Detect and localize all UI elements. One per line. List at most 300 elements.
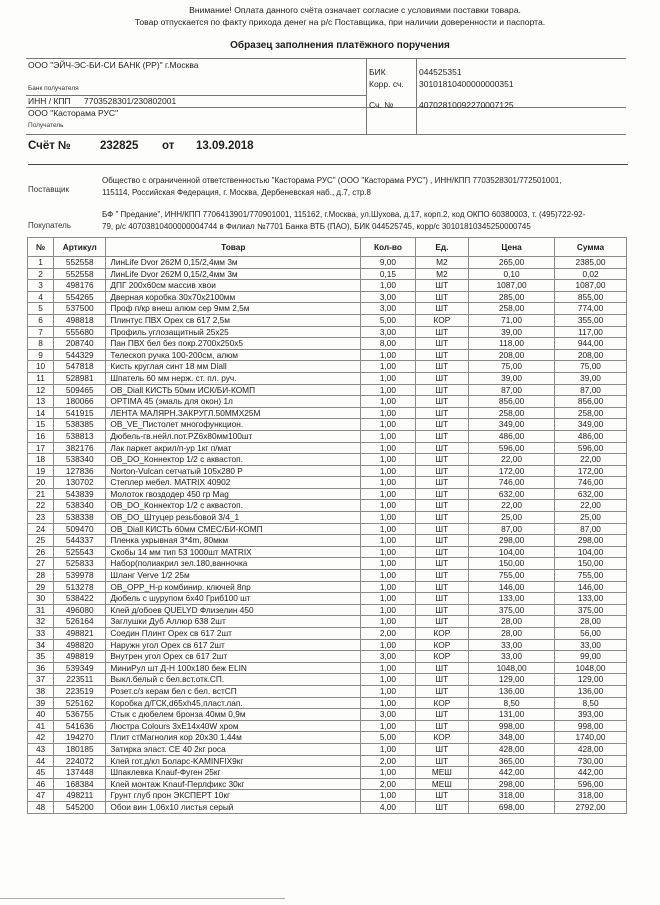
sum-cell: 8,50 [555, 697, 627, 709]
unit-cell: ШТ [415, 674, 468, 686]
unit-cell: КОР [415, 639, 468, 651]
quantity-cell: 1,00 [361, 512, 415, 524]
heading-divider [28, 164, 628, 165]
bank-name: ООО "ЭЙЧ-ЭС-БИ-СИ БАНК (РР)" г.Москва [28, 60, 199, 70]
quantity-cell: 1,00 [361, 361, 415, 373]
price-cell: 348,00 [469, 732, 555, 744]
quantity-cell: 3,00 [361, 651, 415, 663]
quantity-cell: 1,00 [361, 500, 415, 512]
unit-cell: ШТ [415, 535, 468, 547]
sum-cell: 944,00 [555, 338, 627, 350]
unit-cell: КОР [415, 314, 468, 326]
unit-cell: КОР [415, 697, 468, 709]
row-number: 20 [28, 477, 54, 489]
row-number: 33 [28, 628, 54, 640]
product-cell: Грунт глуб прон ЭКСПЕРТ 10кг [106, 790, 361, 802]
table-row [28, 361, 627, 373]
sum-cell: 442,00 [555, 767, 627, 779]
price-cell: 856,00 [469, 396, 555, 408]
sum-cell: 596,00 [555, 442, 627, 454]
price-cell: 755,00 [469, 570, 555, 582]
unit-cell: ШТ [415, 512, 468, 524]
article-cell: 223511 [54, 674, 106, 686]
quantity-cell: 1,00 [361, 616, 415, 628]
page-bottom-edge [0, 898, 285, 899]
sum-cell: 596,00 [555, 778, 627, 790]
unit-cell: ШТ [415, 442, 468, 454]
quantity-cell: 1,00 [361, 790, 415, 802]
product-cell: Степлер мебел. MATRIX 40902 [106, 477, 361, 489]
product-cell: ЛЕНТА МАЛЯРН.ЗАКРУГЛ.50ММХ25М [106, 407, 361, 419]
unit-cell: ШТ [415, 477, 468, 489]
price-cell: 746,00 [469, 477, 555, 489]
col-header-product: Товар [106, 238, 361, 257]
sum-cell: 1087,00 [555, 280, 627, 292]
product-cell: Заглушки Дуб Аллюр 638 2шт [106, 616, 361, 628]
unit-cell: М2 [415, 257, 468, 269]
unit-cell: ШТ [415, 488, 468, 500]
quantity-cell: 1,00 [361, 372, 415, 384]
inn-kpp-value: 7703528301/230802001 [84, 96, 177, 106]
article-cell: 127836 [54, 465, 106, 477]
price-cell: 442,00 [469, 767, 555, 779]
product-cell: Скобы 14 мм тип 53 1000шт MATRIX [106, 546, 361, 558]
row-number: 3 [28, 280, 54, 292]
article-cell: 498821 [54, 628, 106, 640]
price-cell: 150,00 [469, 558, 555, 570]
article-cell: 547818 [54, 361, 106, 373]
table-row [28, 384, 627, 396]
unit-cell: ШТ [415, 349, 468, 361]
unit-cell: ШТ [415, 291, 468, 303]
quantity-cell: 5,00 [361, 732, 415, 744]
article-cell: 544337 [54, 535, 106, 547]
col-header-price: Цена [469, 238, 555, 257]
table-row [28, 314, 627, 326]
sum-cell: 2792,00 [555, 801, 627, 813]
row-number: 17 [28, 442, 54, 454]
row-number: 4 [28, 291, 54, 303]
quantity-cell: 1,00 [361, 674, 415, 686]
sum-cell: 774,00 [555, 303, 627, 315]
quantity-cell: 1,00 [361, 558, 415, 570]
row-number: 29 [28, 581, 54, 593]
table-row [28, 639, 627, 651]
row-number: 30 [28, 593, 54, 605]
sum-cell: 375,00 [555, 604, 627, 616]
sum-cell: 746,00 [555, 477, 627, 489]
sum-cell: 39,00 [555, 372, 627, 384]
article-cell: 498818 [54, 314, 106, 326]
price-cell: 1087,00 [469, 280, 555, 292]
article-cell: 525162 [54, 697, 106, 709]
article-cell: 541915 [54, 407, 106, 419]
unit-cell: ШТ [415, 685, 468, 697]
row-number: 15 [28, 419, 54, 431]
table-row [28, 685, 627, 697]
product-cell: Шпатель 60 мм нерж. ст. пл. руч. [106, 372, 361, 384]
row-number: 8 [28, 338, 54, 350]
article-cell: 498820 [54, 639, 106, 651]
table-row [28, 349, 627, 361]
bik-value: 044525351 [419, 67, 462, 77]
table-header-row [28, 238, 627, 257]
quantity-cell: 1,00 [361, 604, 415, 616]
row-number: 22 [28, 500, 54, 512]
article-cell: 538813 [54, 430, 106, 442]
product-cell: ДПГ 200х60см массив хвои [106, 280, 361, 292]
quantity-cell: 2,00 [361, 755, 415, 767]
product-cell: Соедин Плинт Орех св 617 2шт [106, 628, 361, 640]
row-number: 6 [28, 314, 54, 326]
article-cell: 130702 [54, 477, 106, 489]
quantity-cell: 2,00 [361, 628, 415, 640]
table-row [28, 604, 627, 616]
row-number: 23 [28, 512, 54, 524]
items-table-body [28, 257, 627, 814]
table-row [28, 477, 627, 489]
row-number: 7 [28, 326, 54, 338]
quantity-cell: 3,00 [361, 291, 415, 303]
table-row [28, 709, 627, 721]
article-cell: 168384 [54, 778, 106, 790]
product-cell: Шпаклевка Knauf-Фуген 25кг [106, 767, 361, 779]
unit-cell: ШТ [415, 790, 468, 802]
product-cell: Пленка укрывная 3*4m, 80мкм [106, 535, 361, 547]
table-row [28, 280, 627, 292]
sum-cell: 998,00 [555, 720, 627, 732]
unit-cell: ШТ [415, 372, 468, 384]
price-cell: 1048,00 [469, 662, 555, 674]
product-cell: Розет.с/з керам бел с бел. встСП [106, 685, 361, 697]
price-cell: 87,00 [469, 523, 555, 535]
table-row [28, 570, 627, 582]
product-cell: Плит стМагнолия кор 20х30 1,44м [106, 732, 361, 744]
col-header-sum: Сумма [555, 238, 627, 257]
price-cell: 265,00 [469, 257, 555, 269]
corr-account-label: Корр. сч. [369, 79, 404, 89]
product-cell: Наружн угол Орех св 617 2шт [106, 639, 361, 651]
quantity-cell: 1,00 [361, 454, 415, 466]
unit-cell: ШТ [415, 616, 468, 628]
unit-cell: ШТ [415, 570, 468, 582]
table-row [28, 268, 627, 280]
buyer-line-2: 79, р/с 40703810400000004744 в Филиал №7701 Банка ВТБ (ПАО), БИК 044525745, корр/с 30101810345250000745 [102, 222, 531, 231]
unit-cell: ШТ [415, 430, 468, 442]
sum-cell: 117,00 [555, 326, 627, 338]
article-cell: 543839 [54, 488, 106, 500]
product-cell: Norton-Vulcan сетчатый 105х280 Р [106, 465, 361, 477]
product-cell: OB_DO_Коннектор 1/2 с аквастоп. [106, 500, 361, 512]
product-cell: Дюбель-гв.нейл.пот.PZ6х80мм100шт [106, 430, 361, 442]
quantity-cell: 1,00 [361, 581, 415, 593]
price-cell: 71,00 [469, 314, 555, 326]
article-cell: 498819 [54, 651, 106, 663]
article-cell: 525543 [54, 546, 106, 558]
price-cell: 486,00 [469, 430, 555, 442]
unit-cell: ШТ [415, 755, 468, 767]
row-number: 37 [28, 674, 54, 686]
article-cell: 552558 [54, 257, 106, 269]
row-number: 47 [28, 790, 54, 802]
quantity-cell: 1,00 [361, 384, 415, 396]
quantity-cell: 1,00 [361, 419, 415, 431]
price-cell: 22,00 [469, 454, 555, 466]
supplier-line-2: 115114, Российская Федерация, г. Москва, Дербеневская наб., д.7, стр.8 [102, 188, 371, 197]
row-number: 41 [28, 720, 54, 732]
quantity-cell: 1,00 [361, 430, 415, 442]
sum-cell: 22,00 [555, 500, 627, 512]
product-cell: Клей монтаж Knauf-Перлфикс 30кг [106, 778, 361, 790]
table-row [28, 720, 627, 732]
article-cell: 538385 [54, 419, 106, 431]
price-cell: 318,00 [469, 790, 555, 802]
price-cell: 104,00 [469, 546, 555, 558]
unit-cell: ШТ [415, 338, 468, 350]
quantity-cell: 1,00 [361, 546, 415, 558]
sum-cell: 87,00 [555, 384, 627, 396]
product-cell: Профиль углозащитный 25х25 [106, 326, 361, 338]
sum-cell: 150,00 [555, 558, 627, 570]
product-cell: OB_DO_Коннектор 1/2 с аквастоп. [106, 454, 361, 466]
product-cell: МиниРул шт Д-Н 100х180 беж ELIN [106, 662, 361, 674]
table-row [28, 303, 627, 315]
sum-cell: 258,00 [555, 407, 627, 419]
col-header-article: Артикул [54, 238, 106, 257]
table-row [28, 755, 627, 767]
row-number: 35 [28, 651, 54, 663]
product-cell: Дверная коробка 30х70х2100мм [106, 291, 361, 303]
article-cell: 223519 [54, 685, 106, 697]
article-cell: 537500 [54, 303, 106, 315]
supplier-details [102, 175, 660, 199]
unit-cell: ШТ [415, 280, 468, 292]
unit-cell: ШТ [415, 593, 468, 605]
quantity-cell: 1,00 [361, 442, 415, 454]
product-cell: Дюбель с шурупом 6х40 Гриб100 шт [106, 593, 361, 605]
sum-cell: 75,00 [555, 361, 627, 373]
table-row [28, 257, 627, 269]
quantity-cell: 8,00 [361, 338, 415, 350]
price-cell: 28,00 [469, 628, 555, 640]
product-cell: Молоток гвоздодер 450 гр Mag [106, 488, 361, 500]
article-cell: 208740 [54, 338, 106, 350]
price-cell: 25,00 [469, 512, 555, 524]
table-row [28, 743, 627, 755]
article-cell: 538340 [54, 454, 106, 466]
table-row [28, 500, 627, 512]
quantity-cell: 5,00 [361, 314, 415, 326]
table-row [28, 465, 627, 477]
table-row [28, 662, 627, 674]
quantity-cell: 1,00 [361, 280, 415, 292]
table-row [28, 790, 627, 802]
product-cell: OB_DO_Штуцер резьбовой 3/4_1 [106, 512, 361, 524]
quantity-cell: 1,00 [361, 535, 415, 547]
row-number: 28 [28, 570, 54, 582]
product-cell: Внутрен угол Орех св 617 2шт [106, 651, 361, 663]
sum-cell: 33,00 [555, 639, 627, 651]
article-cell: 539978 [54, 570, 106, 582]
quantity-cell: 1,00 [361, 743, 415, 755]
article-cell: 538338 [54, 512, 106, 524]
row-number: 27 [28, 558, 54, 570]
product-cell: Шланг Verve 1/2 25м [106, 570, 361, 582]
sum-cell: 99,00 [555, 651, 627, 663]
price-cell: 258,00 [469, 407, 555, 419]
article-cell: 509465 [54, 384, 106, 396]
sum-cell: 56,00 [555, 628, 627, 640]
product-cell: Пан ПВХ бел без покр.2700х250х5 [106, 338, 361, 350]
unit-cell: ШТ [415, 720, 468, 732]
unit-cell: ШТ [415, 523, 468, 535]
sum-cell: 1740,00 [555, 732, 627, 744]
sum-cell: 87,00 [555, 523, 627, 535]
quantity-cell: 1,00 [361, 685, 415, 697]
row-number: 45 [28, 767, 54, 779]
price-cell: 298,00 [469, 778, 555, 790]
row-number: 10 [28, 361, 54, 373]
quantity-cell: 1,00 [361, 639, 415, 651]
product-cell: ЛинLife Dvor 262M 0,15/2,4мм 3м [106, 268, 361, 280]
table-row [28, 419, 627, 431]
quantity-cell: 1,00 [361, 407, 415, 419]
bik-label: БИК [369, 67, 386, 77]
price-cell: 146,00 [469, 581, 555, 593]
table-row [28, 512, 627, 524]
table-row [28, 651, 627, 663]
table-row [28, 326, 627, 338]
article-cell: 544329 [54, 349, 106, 361]
price-cell: 349,00 [469, 419, 555, 431]
row-number: 26 [28, 546, 54, 558]
product-cell: Стык с дюбелем бронза 40мм 0,9м [106, 709, 361, 721]
table-row [28, 454, 627, 466]
quantity-cell: 1,00 [361, 477, 415, 489]
price-cell: 131,00 [469, 709, 555, 721]
sum-cell: 1048,00 [555, 662, 627, 674]
product-cell: OB_VE_Пистолет многофункцион. [106, 419, 361, 431]
unit-cell: ШТ [415, 500, 468, 512]
price-cell: 22,00 [469, 500, 555, 512]
product-cell: Кисть круглая синт 18 мм Diall [106, 361, 361, 373]
product-cell: OB_OPP_H-р комбинир. ключей 8пр [106, 581, 361, 593]
quantity-cell: 9,00 [361, 257, 415, 269]
quantity-cell: 3,00 [361, 303, 415, 315]
article-cell: 180066 [54, 396, 106, 408]
unit-cell: ШТ [415, 709, 468, 721]
row-number: 43 [28, 743, 54, 755]
article-cell: 526164 [54, 616, 106, 628]
article-cell: 498176 [54, 280, 106, 292]
price-cell: 172,00 [469, 465, 555, 477]
items-table [27, 237, 627, 814]
price-cell: 998,00 [469, 720, 555, 732]
row-number: 13 [28, 396, 54, 408]
article-cell: 224072 [54, 755, 106, 767]
price-cell: 33,00 [469, 639, 555, 651]
row-number: 46 [28, 778, 54, 790]
row-number: 14 [28, 407, 54, 419]
row-number: 16 [28, 430, 54, 442]
sum-cell: 146,00 [555, 581, 627, 593]
product-cell: Телескоп ручка 100-200см, алюм [106, 349, 361, 361]
sum-cell: 298,00 [555, 535, 627, 547]
unit-cell: КОР [415, 651, 468, 663]
table-row [28, 488, 627, 500]
quantity-cell: 4,00 [361, 801, 415, 813]
col-header-number: № [28, 238, 54, 257]
sum-cell: 22,00 [555, 454, 627, 466]
article-cell: 538422 [54, 593, 106, 605]
product-cell: OPTIMA 45 (эмаль для окон) 1л [106, 396, 361, 408]
quantity-cell: 1,00 [361, 488, 415, 500]
sum-cell: 2385,00 [555, 257, 627, 269]
price-cell: 258,00 [469, 303, 555, 315]
price-cell: 632,00 [469, 488, 555, 500]
row-number: 25 [28, 535, 54, 547]
unit-cell: ШТ [415, 558, 468, 570]
product-cell: Коробка д/ГСК,d65xh45,пласт.лап. [106, 697, 361, 709]
table-row [28, 338, 627, 350]
table-row [28, 430, 627, 442]
article-cell: 194270 [54, 732, 106, 744]
price-cell: 33,00 [469, 651, 555, 663]
product-cell: OB_Diall КИСТЬ 50мм ИСК/БИ-КОМП [106, 384, 361, 396]
unit-cell: ШТ [415, 419, 468, 431]
quantity-cell: 1,00 [361, 523, 415, 535]
article-cell: 137448 [54, 767, 106, 779]
row-number: 32 [28, 616, 54, 628]
unit-cell: МЕШ [415, 778, 468, 790]
quantity-cell: 1,00 [361, 593, 415, 605]
unit-cell: КОР [415, 732, 468, 744]
price-cell: 118,00 [469, 338, 555, 350]
product-cell: Выкл.белый с бел.вст.отк.СП. [106, 674, 361, 686]
article-cell: 498211 [54, 790, 106, 802]
table-row [28, 442, 627, 454]
sum-cell: 856,00 [555, 396, 627, 408]
table-row [28, 546, 627, 558]
product-cell: Затирка эласт. CE 40 2кг роса [106, 743, 361, 755]
sum-cell: 25,00 [555, 512, 627, 524]
invoice-label: Счёт № [28, 140, 71, 152]
product-cell: ЛинLife Dvor 262M 0,15/2,4мм 3м [106, 257, 361, 269]
quantity-cell: 3,00 [361, 326, 415, 338]
table-row [28, 396, 627, 408]
table-row [28, 801, 627, 813]
row-number: 36 [28, 662, 54, 674]
sum-cell: 129,00 [555, 674, 627, 686]
account-value: 40702810092270007125 [419, 100, 514, 110]
product-cell: OB_Diall КИСТЬ 60мм СМЕС/БИ-КОМП [106, 523, 361, 535]
quantity-cell: 1,00 [361, 767, 415, 779]
unit-cell: ШТ [415, 454, 468, 466]
price-cell: 375,00 [469, 604, 555, 616]
row-number: 5 [28, 303, 54, 315]
supplier-label: Поставщик [28, 185, 70, 194]
price-cell: 428,00 [469, 743, 555, 755]
quantity-cell: 2,00 [361, 778, 415, 790]
unit-cell: МЕШ [415, 767, 468, 779]
article-cell: 545200 [54, 801, 106, 813]
row-number: 40 [28, 709, 54, 721]
buyer-label: Покупатель [28, 221, 71, 230]
sum-cell: 208,00 [555, 349, 627, 361]
table-row [28, 616, 627, 628]
unit-cell: ШТ [415, 303, 468, 315]
sum-cell: 0,02 [555, 268, 627, 280]
